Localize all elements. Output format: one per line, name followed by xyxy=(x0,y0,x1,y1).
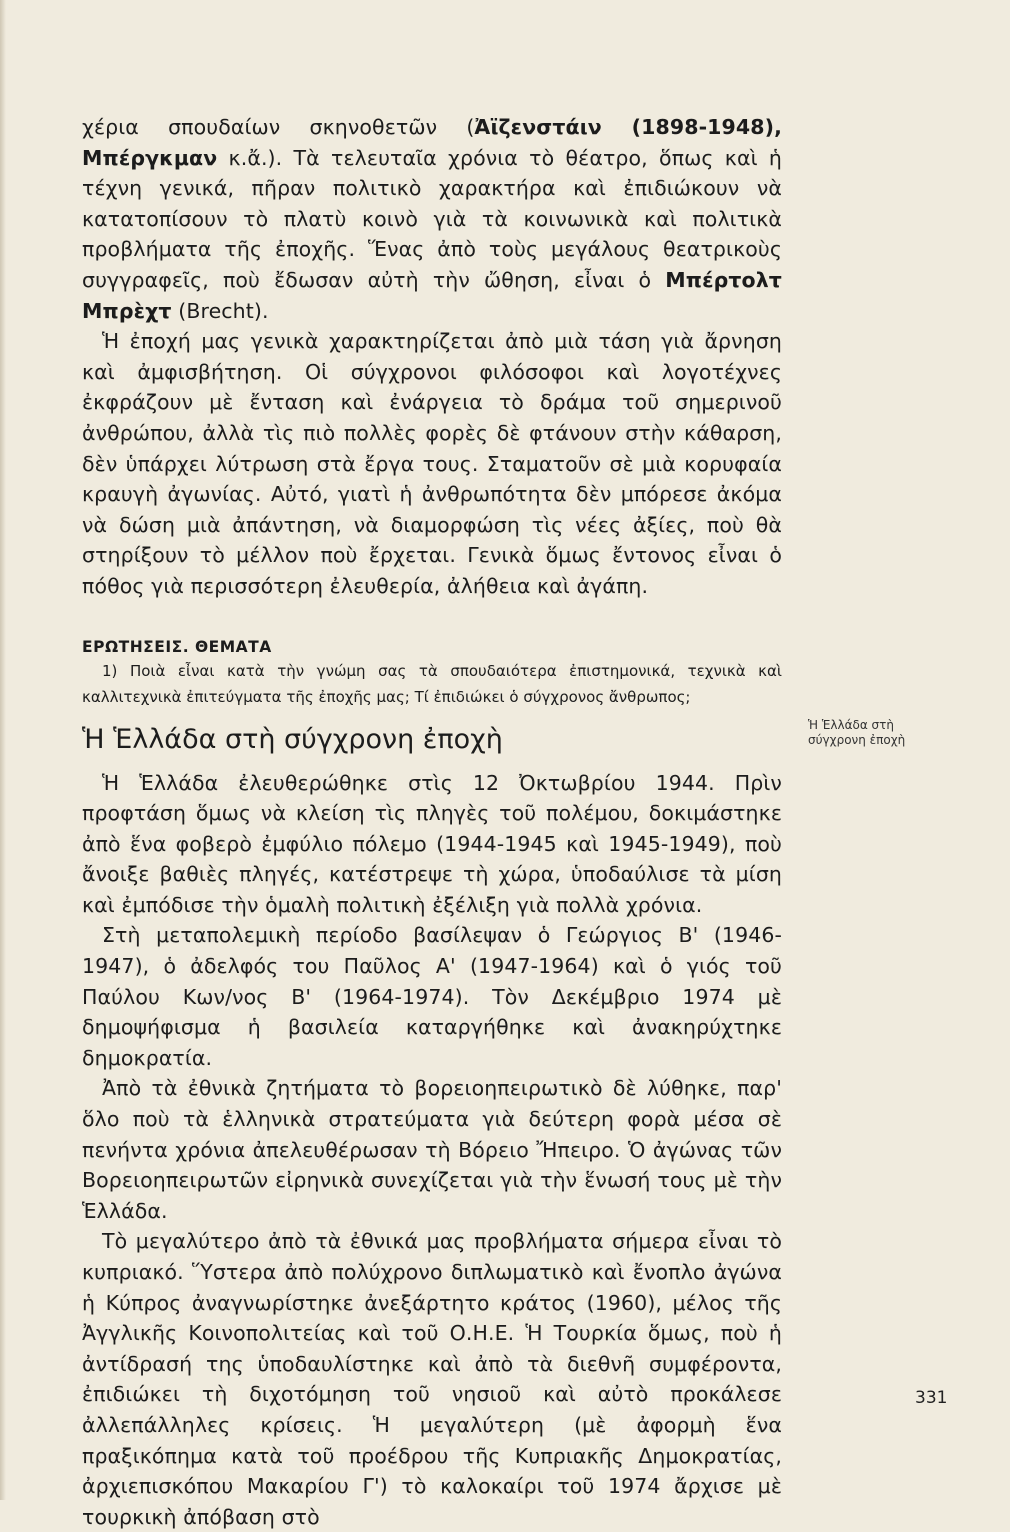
section-paragraph-3: Ἀπὸ τὰ ἐθνικὰ ζητήματα τὸ βορειοηπειρωτικὸ δὲ λύθηκε, παρ' ὅλο ποὺ τὰ ἑλληνικὰ στρατεύματα γιὰ δεύτερη φορὰ μέσα σὲ πενήντα χρόνια ἀπελευθέρωσαν τὴ Βόρειο Ἤπειρο. Ὁ ἀγώνας τῶν Βορειοηπειρωτῶν εἰρηνικὰ συνεχίζεται γιὰ τὴν ἕνωσή τους μὲ τὴν Ἑλλάδα. xyxy=(82,1076,782,1223)
question-1: 1) Ποιὰ εἶναι κατὰ τὴν γνώμη σας τὰ σπουδαιότερα ἐπιστημονικά, τεχνικὰ καὶ καλλιτεχνικὰ ἐπιτεύγματα τῆς ἐποχῆς μας; Τί ἐπιδιώκει ὁ σύγχρονος ἄνθρωπος; xyxy=(82,661,782,706)
margin-note-line-1: Ἡ Ἑλλάδα στὴ xyxy=(808,718,894,732)
section-paragraph-2: Στὴ μεταπολεμικὴ περίοδο βασίλεψαν ὁ Γεώργιος Β' (1946-1947), ὁ ἀδελφός του Παῦλος Α' (1947-1964) καὶ ὁ γιός τοῦ Παύλου Κων/νος Β' (1964-1974). Τὸν Δεκέμβριο 1974 μὲ δημοψήφισμα ἡ βασιλεία καταργήθηκε καὶ ἀνακηρύχτηκε δημοκρατία. xyxy=(82,923,782,1070)
text-column xyxy=(82,112,782,1532)
page-number: 331 xyxy=(915,1388,948,1408)
paragraph-theatre-part2: κ.ἄ.). Τὰ τελευταῖα χρόνια τὸ θέατρο, ὅπως καὶ ἡ τέχνη γενικά, πῆραν πολιτικὸ χαρακτήρα καὶ ἐπιδιώκουν νὰ κατατοπίσουν τὸ πλατὺ κοινὸ γιὰ τὰ κοινωνικὰ καὶ πολιτικὰ προβλήματα τῆς ἐποχῆς. Ἕνας ἀπὸ τοὺς μεγάλους θεατρικοὺς συγγραφεῖς, ποὺ ἔδωσαν αὐτὴ τὴν ὤθηση, εἶναι ὁ xyxy=(82,145,782,292)
paragraph-theatre-brecht: Μπέρτολτ Μπρὲχτ xyxy=(82,267,782,323)
margin-note xyxy=(808,718,938,748)
section-paragraph-4: Τὸ μεγαλύτερο ἀπὸ τὰ ἐθνικά μας προβλήματα σήμερα εἶναι τὸ κυπριακό. Ὕστερα ἀπὸ πολύχρονο διπλωματικὸ καὶ ἔνοπλο ἀγώνα ἡ Κύπρος ἀναγνωρίστηκε ἀνεξάρτητο κράτος (1960), μέλος τῆς Ἀγγλικῆς Κοινοπολιτείας καὶ τοῦ Ο.Η.Ε. Ἡ Τουρκία ὅμως, ποὺ ἡ ἀντίδρασή της ὑποδαυλίστηκε καὶ ἀπὸ τὰ διεθνῆ συμφέροντα, ἐπιδιώκει τὴ διχοτόμηση τοῦ νησιοῦ καὶ αὐτὸ προκάλεσε ἀλλεπάλληλες κρίσεις. Ἡ μεγαλύτερη (μὲ ἀφορμὴ ἕνα πραξικόπημα κατὰ τοῦ προέδρου τῆς Κυπριακῆς Δημοκρατίας, ἀρχιεπισκόπου Μακαρίου Γ') τὸ καλοκαίρι τοῦ 1974 ἄρχισε μὲ τουρκικὴ ἀπόβαση στὸ xyxy=(82,1229,782,1529)
paragraph-theatre-part1: χέρια σπουδαίων σκηνοθετῶν ( xyxy=(82,115,475,139)
questions-heading: ΕΡΩΤΗΣΕΙΣ. ΘΕΜΑΤΑ xyxy=(82,637,272,656)
paragraph-theatre xyxy=(82,112,782,326)
section-title: Ἡ Ἑλλάδα στὴ σύγχρονη ἐποχὴ xyxy=(82,723,503,755)
paragraph-theatre-part3: (Brecht). xyxy=(171,298,269,323)
page-edge xyxy=(0,0,6,1500)
margin-note-line-2: σύγχρονη ἐποχὴ xyxy=(808,733,906,747)
paragraph-era: Ἡ ἐποχή μας γενικὰ χαρακτηρίζεται ἀπὸ μιὰ τάση γιὰ ἄρνηση καὶ ἀμφισβήτηση. Οἱ σύγχρονοι φιλόσοφοι καὶ λογοτέχνες ἐκφράζουν μὲ ἔνταση καὶ ἐνάργεια τὸ δράμα τοῦ σημερινοῦ ἀνθρώπου, ἀλλὰ τὶς πιὸ πολλὲς φορὲς δὲ φτάνουν στὴν κάθαρση, δὲν ὑπάρχει λύτρωση στὰ ἔργα τους. Σταματοῦν σὲ μιὰ κορυφαία κραυγὴ ἀγωνίας. Αὐτό, γιατὶ ἡ ἀνθρωπότητα δὲν μπόρεσε ἀκόμα νὰ δώση μιὰ ἀπάντηση, νὰ διαμορφώση τὶς νέες ἀξίες, ποὺ θὰ στηρίξουν τὸ μέλλον ποὺ ἔρχεται. Γενικὰ ὅμως ἔντονος εἶναι ὁ πόθος γιὰ περισσότερη ἐλευθερία, ἀλήθεια καὶ ἀγάπη. xyxy=(82,329,782,598)
paragraph-theatre-directors: Ἀϊζενστάιν (1898-1948), Μπέργκμαν xyxy=(82,115,782,170)
section-paragraph-1: Ἡ Ἑλλάδα ἐλευθερώθηκε στὶς 12 Ὀκτωβρίου 1944. Πρὶν προφτάση ὅμως νὰ κλείση τὶς πληγὲς τοῦ πολέμου, δοκιμάστηκε ἀπὸ ἕνα φοβερὸ ἐμφύλιο πόλεμο (1944-1945 καὶ 1945-1949), ποὺ ἄνοιξε βαθιὲς πληγές, κατέστρεψε τὴ χώρα, ὑποδαύλισε τὰ μίση καὶ ἐμπόδισε τὴν ὁμαλὴ πολιτικὴ ἐξέλιξη γιὰ πολλὰ χρόνια. xyxy=(82,770,782,917)
